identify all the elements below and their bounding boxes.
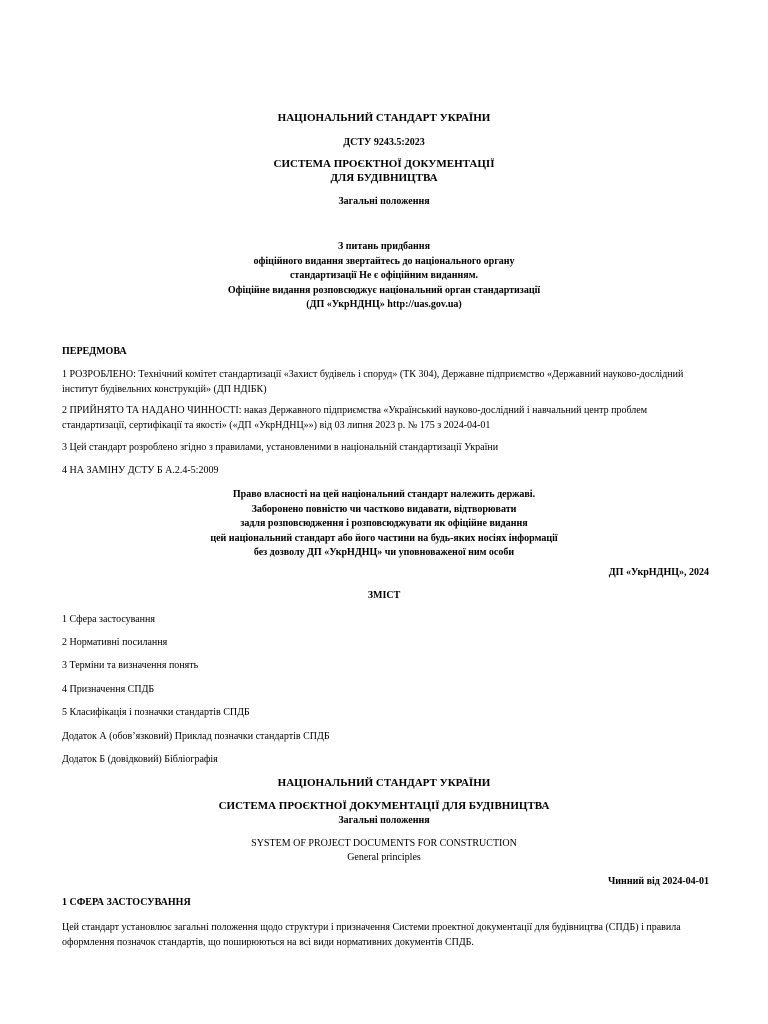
foreword-item-3: 3 Цей стандарт розроблено згідно з правилами, установленими в національній стандартизації України — [62, 442, 499, 453]
cover-title-line1: СИСТЕМА ПРОЄКТНОЇ ДОКУМЕНТАЦІЇ — [273, 158, 495, 170]
copyright-line: Заборонено повністю чи частково видавати, відтворювати — [251, 503, 517, 515]
body-subtitle: Загальні положення — [338, 815, 430, 826]
copyright-line: без дозволу ДП «УкрНДНЦ» чи уповноваженої ним особи — [253, 547, 515, 558]
toc-item-annex-a[interactable]: Додаток А (обов’язковий) Приклад позначки стандартів СПДБ — [62, 731, 330, 742]
cover-title-line2: ДЛЯ БУДІВНИЦТВА — [330, 172, 438, 184]
body-title: СИСТЕМА ПРОЄКТНОЇ ДОКУМЕНТАЦІЇ ДЛЯ БУДІВНИЦТВА — [218, 800, 550, 812]
body-heading: НАЦІОНАЛЬНИЙ СТАНДАРТ УКРАЇНИ — [277, 777, 491, 789]
copyright-line: цей національний стандарт або його частини на будь-яких носіях інформації — [210, 532, 558, 544]
toc-item-classification[interactable]: 5 Класифікація і позначки стандартів СПДБ — [62, 707, 250, 718]
toc-item-purpose[interactable]: 4 Призначення СПДБ — [62, 684, 155, 695]
cover-subtitle: Загальні положення — [338, 196, 430, 207]
copyright-notice — [0, 488, 768, 561]
toc-heading: ЗМІСТ — [367, 590, 401, 601]
copyright-line: Право власності на цей національний стандарт належить державі. — [232, 489, 536, 500]
notice-line: стандартизації Не є офіційним виданням. — [289, 270, 479, 281]
section-1-text: Цей стандарт установлює загальні положення щодо структури і призначення Системи проектної документації для будівництва (СПДБ) і правила оформлення позначок стандартів, що поширюються на всі види нормативних документів СПДБ. — [62, 922, 681, 948]
copyright-line: задля розповсюдження і розповсюджувати як офіційне видання — [240, 518, 528, 529]
body-subtitle-en: General principles — [347, 852, 421, 863]
foreword-item-2: 2 ПРИЙНЯТО ТА НАДАНО ЧИННОСТІ: наказ Державного підприємства «Український науково-дослідний і навчальний центр проблем стандартизації, сертифікації та якості» («ДП «УкрНДНЦ»») від 03 липня 2023 р. № 175 з 2024-04-01 — [62, 405, 648, 431]
toc-item-terms[interactable]: 3 Терміни та визначення понять — [62, 660, 199, 671]
notice-line: З питань придбання — [338, 241, 430, 252]
foreword-item-4: 4 НА ЗАМІНУ ДСТУ Б А.2.4-5:2009 — [62, 465, 219, 476]
body-title-en: SYSTEM OF PROJECT DOCUMENTS FOR CONSTRUCTION — [251, 838, 517, 849]
notice-line: офіційного видання звертайтесь до національного органу — [253, 255, 515, 267]
section-1-heading: 1 СФЕРА ЗАСТОСУВАННЯ — [62, 897, 191, 908]
foreword-heading: ПЕРЕДМОВА — [62, 346, 127, 357]
foreword-item-1: 1 РОЗРОБЛЕНО: Технічний комітет стандартизації «Захист будівель і споруд» (ТК 304), Державне підприємство «Державний науково-дослідний інститут будівельних конструкцій» (ДП НДІБК) — [62, 369, 684, 395]
standard-code: ДСТУ 9243.5:2023 — [343, 137, 425, 148]
cover-heading: НАЦІОНАЛЬНИЙ СТАНДАРТ УКРАЇНИ — [277, 112, 491, 124]
notice-line: (ДП «УкрНДНЦ» http://uas.gov.ua) — [306, 299, 462, 310]
copyright-holder: ДП «УкрНДНЦ», 2024 — [608, 567, 709, 578]
toc-item-normative-references[interactable]: 2 Нормативні посилання — [62, 637, 168, 648]
toc-item-annex-b[interactable]: Додаток Б (довідковий) Бібліографія — [62, 754, 218, 765]
effective-date: Чинний від 2024-04-01 — [607, 876, 709, 887]
notice-line: Офіційне видання розповсюджує національний орган стандартизації — [227, 284, 541, 296]
purchase-notice — [0, 240, 768, 313]
toc-item-scope[interactable]: 1 Сфера застосування — [62, 614, 155, 625]
